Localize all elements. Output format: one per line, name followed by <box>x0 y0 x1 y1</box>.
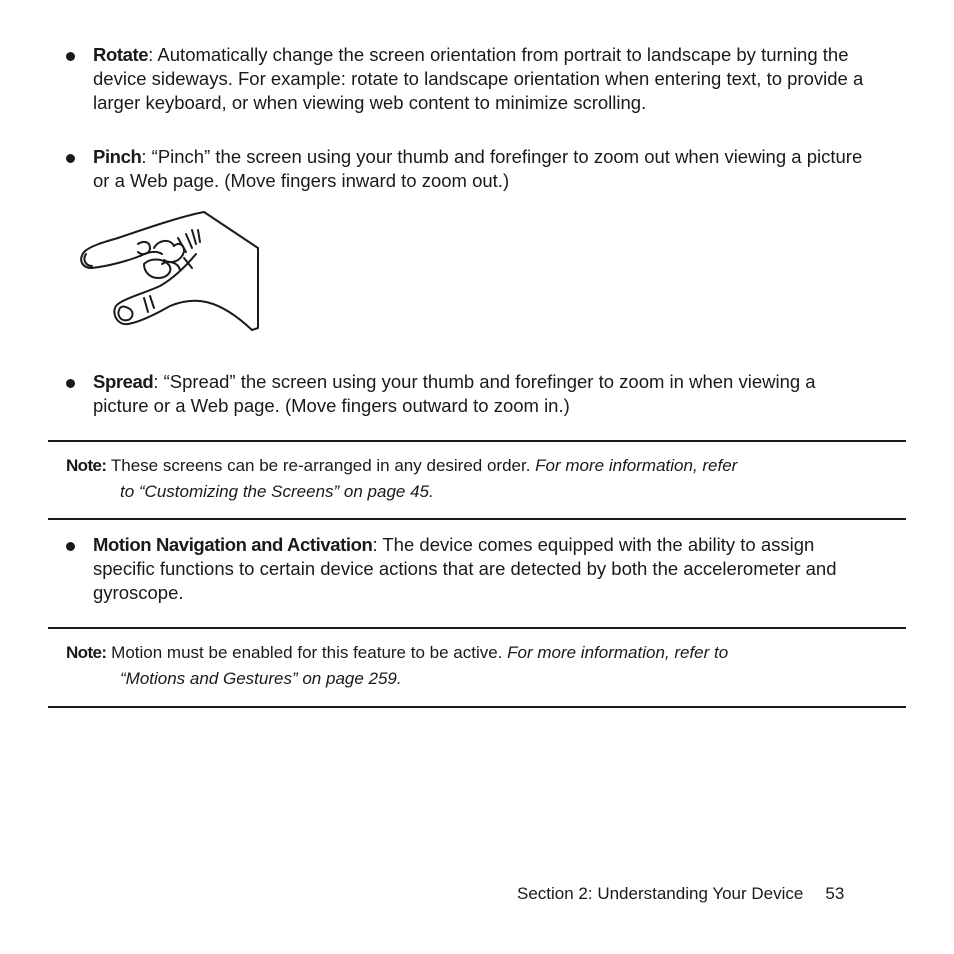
note-text: Motion must be enabled for this feature to be active. <box>106 643 508 662</box>
note-reference-continued: “Motions and Gestures” on page 259. <box>120 669 402 688</box>
bullet-motion-navigation <box>66 533 866 605</box>
note-line <box>66 453 896 479</box>
note-reference: For more information, refer <box>535 456 738 475</box>
bullet-term: Spread <box>93 371 154 392</box>
divider-rule <box>48 706 906 708</box>
note-reference-continued: to “Customizing the Screens” on page 45. <box>120 482 434 501</box>
divider-rule <box>48 518 906 520</box>
bullet-rotate <box>66 43 866 115</box>
bullet-term: Motion Navigation and Activation <box>93 534 373 555</box>
bullet-dot <box>66 379 75 388</box>
divider-rule <box>48 627 906 629</box>
bullet-description: : The device comes equipped with the ability to assign specific functions to certain device actions that are detected by both the accelerometer and gyroscope. <box>93 534 837 603</box>
bullet-description: : Automatically change the screen orientation from portrait to landscape by turning the device sideways. For example: rotate to landscape orientation when entering text, to provide a larger keyboard, or when viewing web content to minimize scrolling. <box>93 44 864 113</box>
bullet-text <box>93 533 866 605</box>
pinch-hand-icon <box>78 208 262 332</box>
bullet-text <box>93 43 866 115</box>
note-motions-gestures <box>66 640 896 692</box>
bullet-pinch <box>66 145 866 193</box>
page-footer <box>517 883 844 905</box>
note-customizing-screens <box>66 453 896 505</box>
divider-rule <box>48 440 906 442</box>
bullet-dot <box>66 542 75 551</box>
bullet-description: : “Pinch” the screen using your thumb and forefinger to zoom out when viewing a picture or a Web page. (Move fingers inward to zoom out.) <box>93 146 863 191</box>
bullet-dot <box>66 52 75 61</box>
bullet-text <box>93 370 866 418</box>
note-line <box>66 640 896 666</box>
bullet-term: Rotate <box>93 44 149 65</box>
note-text: These screens can be re-arranged in any desired order. <box>106 456 536 475</box>
note-label: Note: <box>66 456 107 475</box>
note-label: Note: <box>66 643 107 662</box>
note-reference: For more information, refer to <box>507 643 729 662</box>
bullet-dot <box>66 154 75 163</box>
bullet-term: Pinch <box>93 146 142 167</box>
bullet-description: : “Spread” the screen using your thumb and forefinger to zoom in when viewing a picture or a Web page. (Move fingers outward to zoom in.) <box>93 371 816 416</box>
bullet-text <box>93 145 866 193</box>
page-number: 53 <box>825 884 845 903</box>
bullet-spread <box>66 370 866 418</box>
footer-section-title: Section 2: Understanding Your Device <box>517 884 804 903</box>
